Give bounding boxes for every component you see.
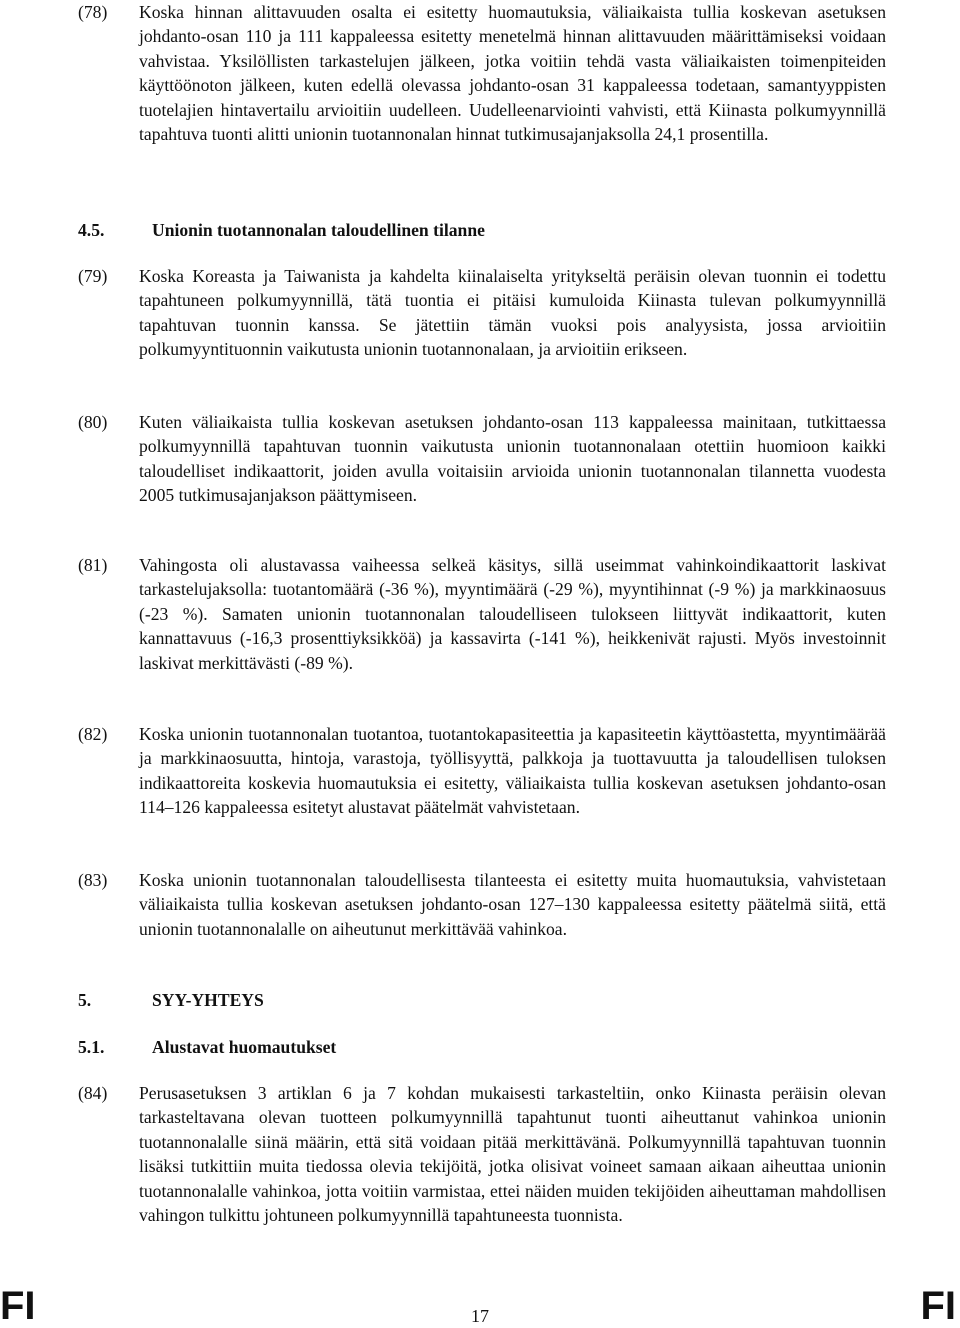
- paragraph-text: Koska hinnan alittavuuden osalta ei esitetty huomautuksia, väliaikaista tullia koskevan asetuksen johdanto-osan 110 ja 111 kappaleessa esitetty menetelmä hinnan alittavuuden määrittämiseksi voidaan vahvistaa. Yksilöllisten tarkastelujen jälkeen, jotka voitiin tehdä vasta väliaikaisten toimenpiteiden käyttöönoton jälkeen, kuten edellä olevassa johdanto-osan 31 kappaleessa todetaan, samantyyppisten tuotelajien hintavertailu arvioitiin uudelleen. Uudelleenarviointi vahvisti, että Kiinasta polkumyynnillä tapahtuva tuonti alitti unionin tuotannonalan hinnat tutkimusajanjaksolla 24,1 prosentilla.: [139, 2, 886, 145]
- footer-language-code-left: FI: [0, 1284, 36, 1328]
- paragraph-number: (84): [78, 1083, 108, 1103]
- section-heading-4-5: [78, 218, 886, 242]
- paragraph-number: (80): [78, 412, 108, 432]
- heading-number: 5.: [78, 990, 92, 1010]
- paragraph-number: (79): [78, 266, 108, 286]
- paragraph-83: [78, 868, 886, 941]
- paragraph-number: (81): [78, 555, 108, 575]
- heading-title: Alustavat huomautukset: [152, 1037, 337, 1057]
- paragraph-80: [78, 410, 886, 508]
- paragraph-text: Koska unionin tuotannonalan tuotantoa, tuotantokapasiteettia ja kapasiteetin käyttöastetta, myyntimäärää ja markkinaosuutta, hintoja, varastoja, työllisyyttä, palkkoja ja tuottavuutta ja taloudellisen tuloksen indikaattoreita koskevia huomautuksia ei esitetty, väliaikaista tullia koskevan asetuksen johdanto-osan 114–126 kappaleessa esitetyt alustavat päätelmät vahvistetaan.: [139, 724, 886, 818]
- section-heading-5: [78, 988, 886, 1012]
- section-heading-5-1: [78, 1035, 886, 1059]
- paragraph-text: Koska unionin tuotannonalan taloudellisesta tilanteesta ei esitetty muita huomautuksia, vahvistetaan väliaikaista tullia koskevan asetuksen johdanto-osan 127–130 kappaleessa esitetty päätelmä siitä, että unionin tuotannonalalle on aiheutunut merkittävää vahinkoa.: [139, 870, 886, 939]
- footer-page-number: 17: [471, 1306, 489, 1326]
- paragraph-text: Koska Koreasta ja Taiwanista ja kahdelta kiinalaiselta yritykseltä peräisin olevan tuonnin ei todettu tapahtuneen polkumyynnillä, tätä tuontia ei pitäisi kumuloida Kiinasta tulevan polkumyynnillä tapahtuvan tuonnin kanssa. Se jätettiin tämän vuoksi pois analyysista, jossa arvioitiin polkumyyntituonnin vaikutusta unionin tuotannonalaan, ja arvioitiin erikseen.: [139, 266, 886, 360]
- paragraph-text: Vahingosta oli alustavassa vaiheessa selkeä käsitys, sillä useimmat vahinkoindikaattorit laskivat tarkastelujaksolla: tuotantomäärä (-36 %), myyntimäärä (-29 %), myyntihinnat (-9 %) ja markkinaosuus (-23 %). Samaten unionin tuotannonalan taloudelliseen tulokseen liittyvät indikaattorit, kuten kannattavuus (-16,3 prosenttiyksikköä) ja kassavirta (-141 %), heikkenivät rajusti. Myös investoinnit laskivat merkittävästi (-89 %).: [139, 555, 886, 673]
- paragraph-81: [78, 553, 886, 675]
- paragraph-82: [78, 722, 886, 820]
- paragraph-text: Kuten väliaikaista tullia koskevan asetuksen johdanto-osan 113 kappaleessa mainitaan, tutkittaessa polkumyynnillä tapahtuvan tuonnin vaikutusta unionin tuotannonalaan otettiin huomioon kaikki taloudelliset indikaattorit, joiden avulla voitaisiin arvioida unionin tuotannonalan tilannetta vuodesta 2005 tutkimusajanjakson päättymiseen.: [139, 412, 886, 506]
- heading-title: Unionin tuotannonalan taloudellinen tilanne: [152, 220, 485, 240]
- paragraph-number: (82): [78, 724, 108, 744]
- paragraph-number: (78): [78, 2, 108, 22]
- paragraph-78: [78, 0, 886, 146]
- paragraph-79: [78, 264, 886, 362]
- footer-language-code-right: FI: [920, 1284, 956, 1328]
- paragraph-text: Perusasetuksen 3 artiklan 6 ja 7 kohdan mukaisesti tarkasteltiin, onko Kiinasta peräisin olevan tarkasteltavana olevan tuotteen polkumyynnillä tapahtunut tuonti aiheuttanut vahinkoa unionin tuotannonalalle siinä määrin, että sitä voidaan pitää merkittävänä. Polkumyynnillä tapahtuvan tuonnin lisäksi tutkittiin muita tiedossa olevia tekijöitä, jotka olisivat voineet samaan aikaan aiheuttaa unionin tuotannonalalle vahinkoa, jotta voitiin varmistaa, ettei näiden muiden tekijöiden aiheuttaman mahdollisen vahingon tulkittu johtuneen polkumyynnillä tapahtuneesta tuonnista.: [139, 1083, 886, 1226]
- paragraph-84: [78, 1081, 886, 1227]
- paragraph-number: (83): [78, 870, 108, 890]
- heading-number: 5.1.: [78, 1037, 105, 1057]
- heading-number: 4.5.: [78, 220, 105, 240]
- heading-title: SYY-YHTEYS: [152, 990, 264, 1010]
